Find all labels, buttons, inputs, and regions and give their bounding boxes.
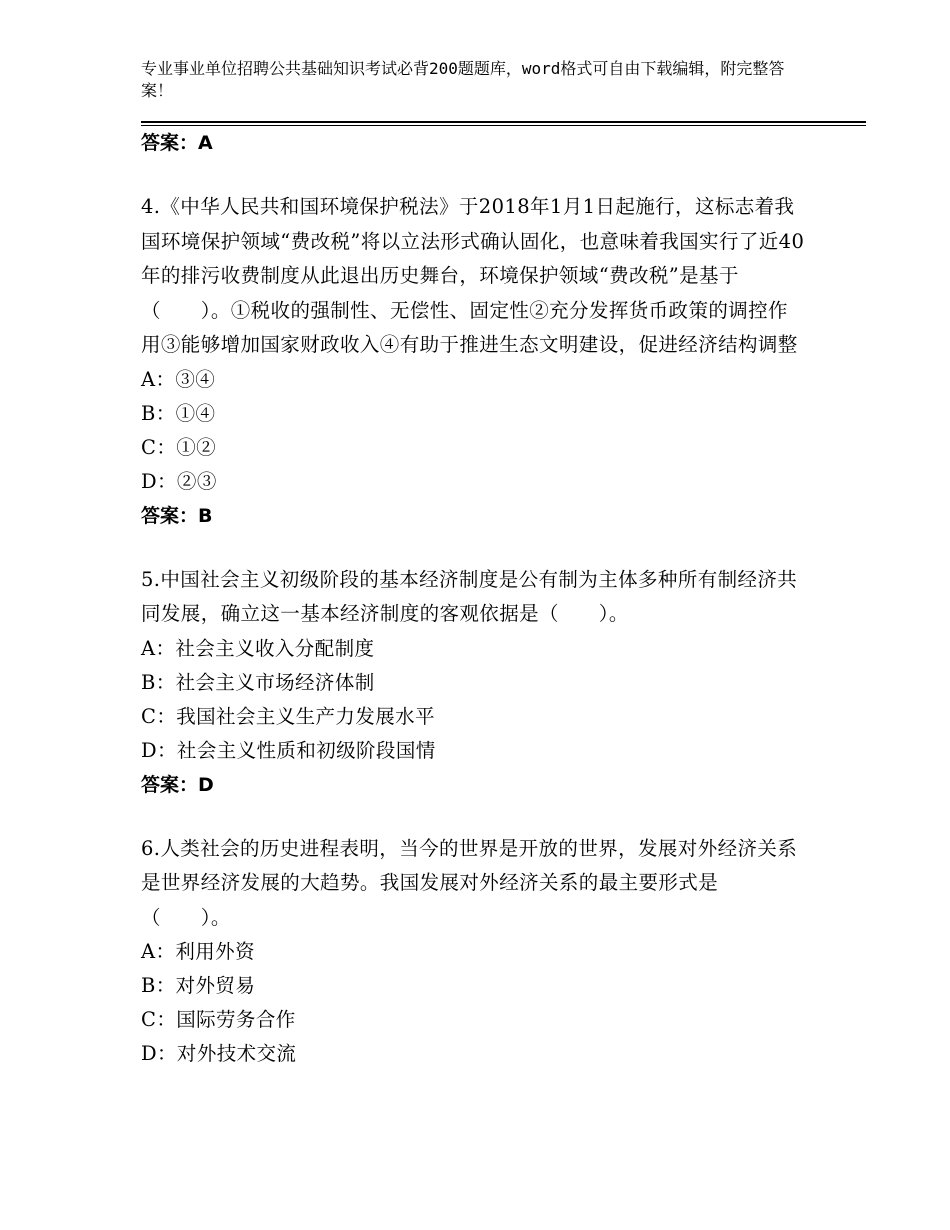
header-rule-thick: [141, 121, 866, 123]
option-b: B：①④: [141, 401, 216, 425]
option-c: C：我国社会主义生产力发展水平: [141, 704, 435, 728]
option-b: B：对外贸易: [141, 974, 256, 997]
option-c: C：国际劳务合作: [141, 1008, 296, 1031]
answer-prev: 答案：A: [141, 132, 213, 154]
option-d: D：社会主义性质和初级阶段国情: [141, 738, 436, 762]
page-header: [141, 58, 791, 102]
answer-label: 答案：D: [141, 773, 214, 796]
answer-label: 答案：B: [141, 504, 213, 527]
question-stem: 5.中国社会主义初级阶段的基本经济制度是公有制为主体多种所有制经济共同发展，确立这一基本经济制度的客观依据是（ ）。: [141, 567, 798, 625]
question-block-5: [141, 563, 806, 802]
header-text: 专业事业单位招聘公共基础知识考试必背200题题库，word格式可自由下载编辑，附完整答案！: [141, 59, 785, 100]
option-a: A：社会主义收入分配制度: [141, 636, 375, 660]
question-stem: 6.人类社会的历史进程表明，当今的世界是开放的世界，发展对外经济关系是世界经济发展的大趋势。我国发展对外经济关系的最主要形式是（ ）。: [141, 836, 798, 929]
option-b: B：社会主义市场经济体制: [141, 670, 375, 694]
option-c: C：①②: [141, 435, 217, 459]
question-stem: 4.《中华人民共和国环境保护税法》于2018年1月1日起施行，这标志着我国环境保护领域“费改税”将以立法形式确认固化，也意味着我国实行了近40年的排污收费制度从此退出历史舞台，环境保护领域“费改税”是基于（ ）。①税收的强制性、无偿性、固定性②充分发挥货币政策的调控作用③能够增加国家财政收入④有助于推进生态文明建设，促进经济结构调整: [141, 195, 805, 356]
question-block-4: [141, 190, 806, 533]
question-block-6: [141, 832, 806, 1072]
option-d: D：②③: [141, 469, 217, 493]
option-a: A：③④: [141, 367, 216, 391]
question-list: [141, 126, 806, 1071]
option-a: A：利用外资: [141, 940, 255, 963]
option-d: D：对外技术交流: [141, 1042, 297, 1065]
